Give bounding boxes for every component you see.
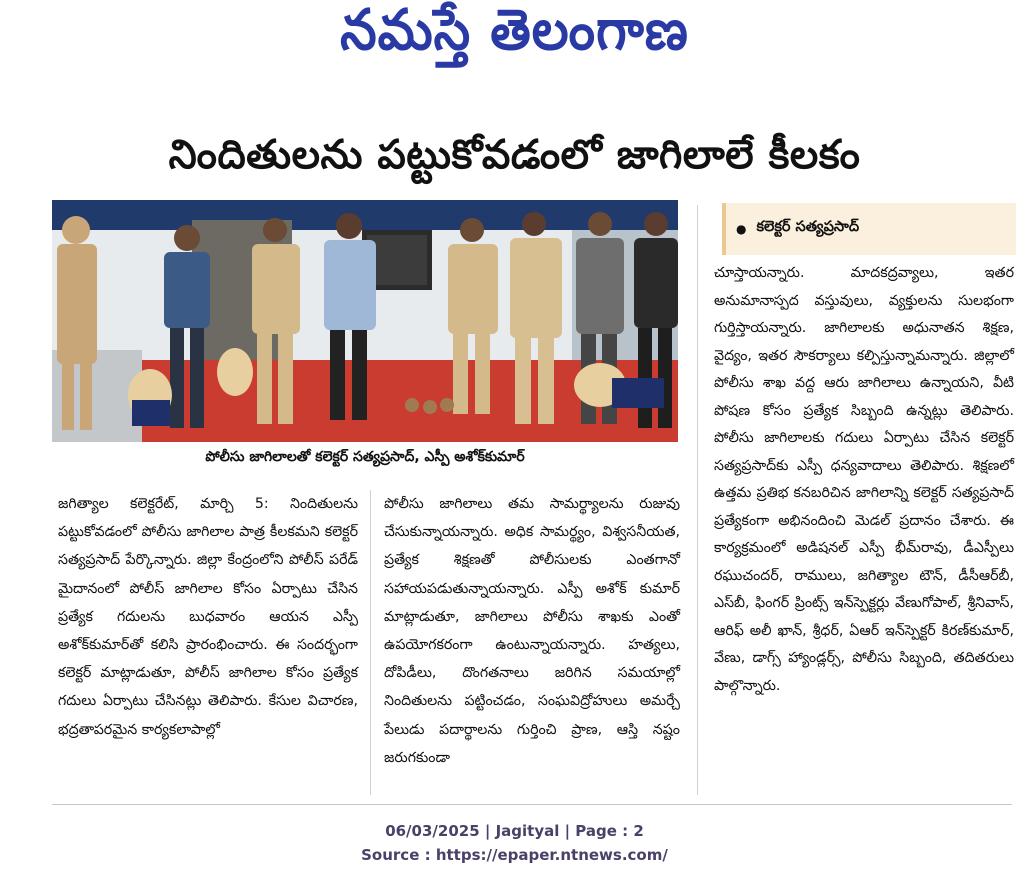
footer-source-line: Source : https://epaper.ntnews.com/ xyxy=(361,846,668,864)
column-divider xyxy=(697,205,698,795)
article-photo xyxy=(52,200,678,442)
article-text: జగిత్యాల కలెక్టరేట్, మార్చి 5: నిందితులను పట్టుకోవడంలో పోలీసు జాగిలాల పాత్ర కీలకమని కలెక్టర్ సత్యప్రసాద్ పేర్కొన్నారు. జిల్లా కేంద్రంలోని పోలీస్ పరేడ్ మైదానంలో పోలీస్ జాగిలాల కోసం ఏర్పాటు చేసిన ప్రత్యేక గదులను బుధవారం ఆయన ఎస్పీ అశోక్‌కుమార్‌తో కలిసి ప్రారంభించారు. ఈ సందర్భంగా కలెక్టర్ మాట్లాడుతూ, పోలీస్ జాగిలాల కోసం ప్రత్యేక గదులు ఏర్పాటు చేసినట్లు తెలిపారు. కేసుల విచారణ, భద్రతాపరమైన కార్యకలాపాల్లో xyxy=(58,496,358,738)
footer-divider xyxy=(52,804,1012,805)
article-column-2 xyxy=(384,490,680,772)
article-text: పోలీసు జాగిలాలు తమ సామర్థ్యాలను రుజువు చేసుకున్నాయన్నారు. అధిక సామర్థ్యం, విశ్వసనీయత, ప్రత్యేక శిక్షణతో పోలీసులకు ఎంతగానో సహాయపడుతున్నాయన్నారు. ఎస్పీ అశోక్ కుమార్ మాట్లాడుతూ, జాగిలాలు పోలీసు శాఖకు ఎంతో ఉపయోగకరంగా ఉంటున్నాయన్నారు. హత్యలు, దోపిడీలు, దొంగతనాలు జరిగిన సమయాల్లో నిందితులను పట్టించడం, సంఘవిద్రోహులు అమర్చే పేలుడు పదార్థాలను గుర్తించి ప్రాణ, ఆస్తి నష్టం జరుగకుండా xyxy=(384,496,680,766)
newspaper-title: నమస్తే తెలంగాణ xyxy=(340,0,689,63)
photo-caption: పోలీసు జాగిలాలతో కలెక్టర్ సత్యప్రసాద్, ఎస్పీ అశోక్‌కుమార్ xyxy=(205,449,525,465)
article-headline: నిందితులను పట్టుకోవడంలో జాగిలాలే కీలకం xyxy=(168,132,861,178)
masthead xyxy=(0,2,1029,72)
article-text: చూస్తాయన్నారు. మాదకద్రవ్యాలు, ఇతర అనుమానాస్పద వస్తువులు, వ్యక్తులను సులభంగా గుర్తిస్తాయన్నారు. జాగిలాలకు అధునాతన శిక్షణ, వైద్యం, ఇతర సౌకర్యాలు కల్పిస్తున్నామన్నారు. జిల్లాలో పోలీసు శాఖ వద్ద ఆరు జాగిలాలు ఉన్నాయని, వీటి పోషణ కోసం ప్రత్యేక సిబ్బంది ఉన్నట్లు తెలిపారు. పోలీసు జాగిలాలకు గదులు ఏర్పాటు చేసిన కలెక్టర్ సత్యప్రసాద్‌కు ఎస్పీ ధన్యవాదాలు తెలిపారు. శిక్షణలో ఉత్తమ ప్రతిభ కనబరిచిన జాగిలాన్ని కలెక్టర్ సత్యప్రసాద్ ప్రత్యేకంగా అభినందించి మెడల్ ప్రదానం చేశారు. ఈ కార్యక్రమంలో అడిషనల్ ఎస్పీ భీమ్‌రావు, డీఎస్పీలు రఘుచందర్, రాములు, జగిత్యాల టౌన్, డీసీఆర్‌బీ, ఎస్‌బీ, ఫింగర్ ప్రింట్స్ ఇన్‌స్పెక్టర్లు వేణుగోపాల్, శ్రీనివాస్, ఆరిఫ్ అలీ ఖాన్, శ్రీధర్, ఏఆర్ ఇన్‌స్పెక్టర్ కిరణ్‌కుమార్, వేణు, డాగ్స్ హ్యాండ్లర్స్, పోలీసు సిబ్బంది, తదితరులు పాల్గొన్నారు. xyxy=(714,265,1014,694)
article-column-1 xyxy=(58,490,358,744)
quote-text: కలెక్టర్ సత్యప్రసాద్ xyxy=(756,219,860,235)
bullet-icon: ● xyxy=(736,222,747,236)
article-column-3 xyxy=(714,260,1014,700)
footer-date-line: 06/03/2025 | Jagityal | Page : 2 xyxy=(385,822,644,840)
photo-illustration xyxy=(52,200,678,442)
quote-box xyxy=(722,203,1016,255)
column-divider xyxy=(370,490,371,795)
